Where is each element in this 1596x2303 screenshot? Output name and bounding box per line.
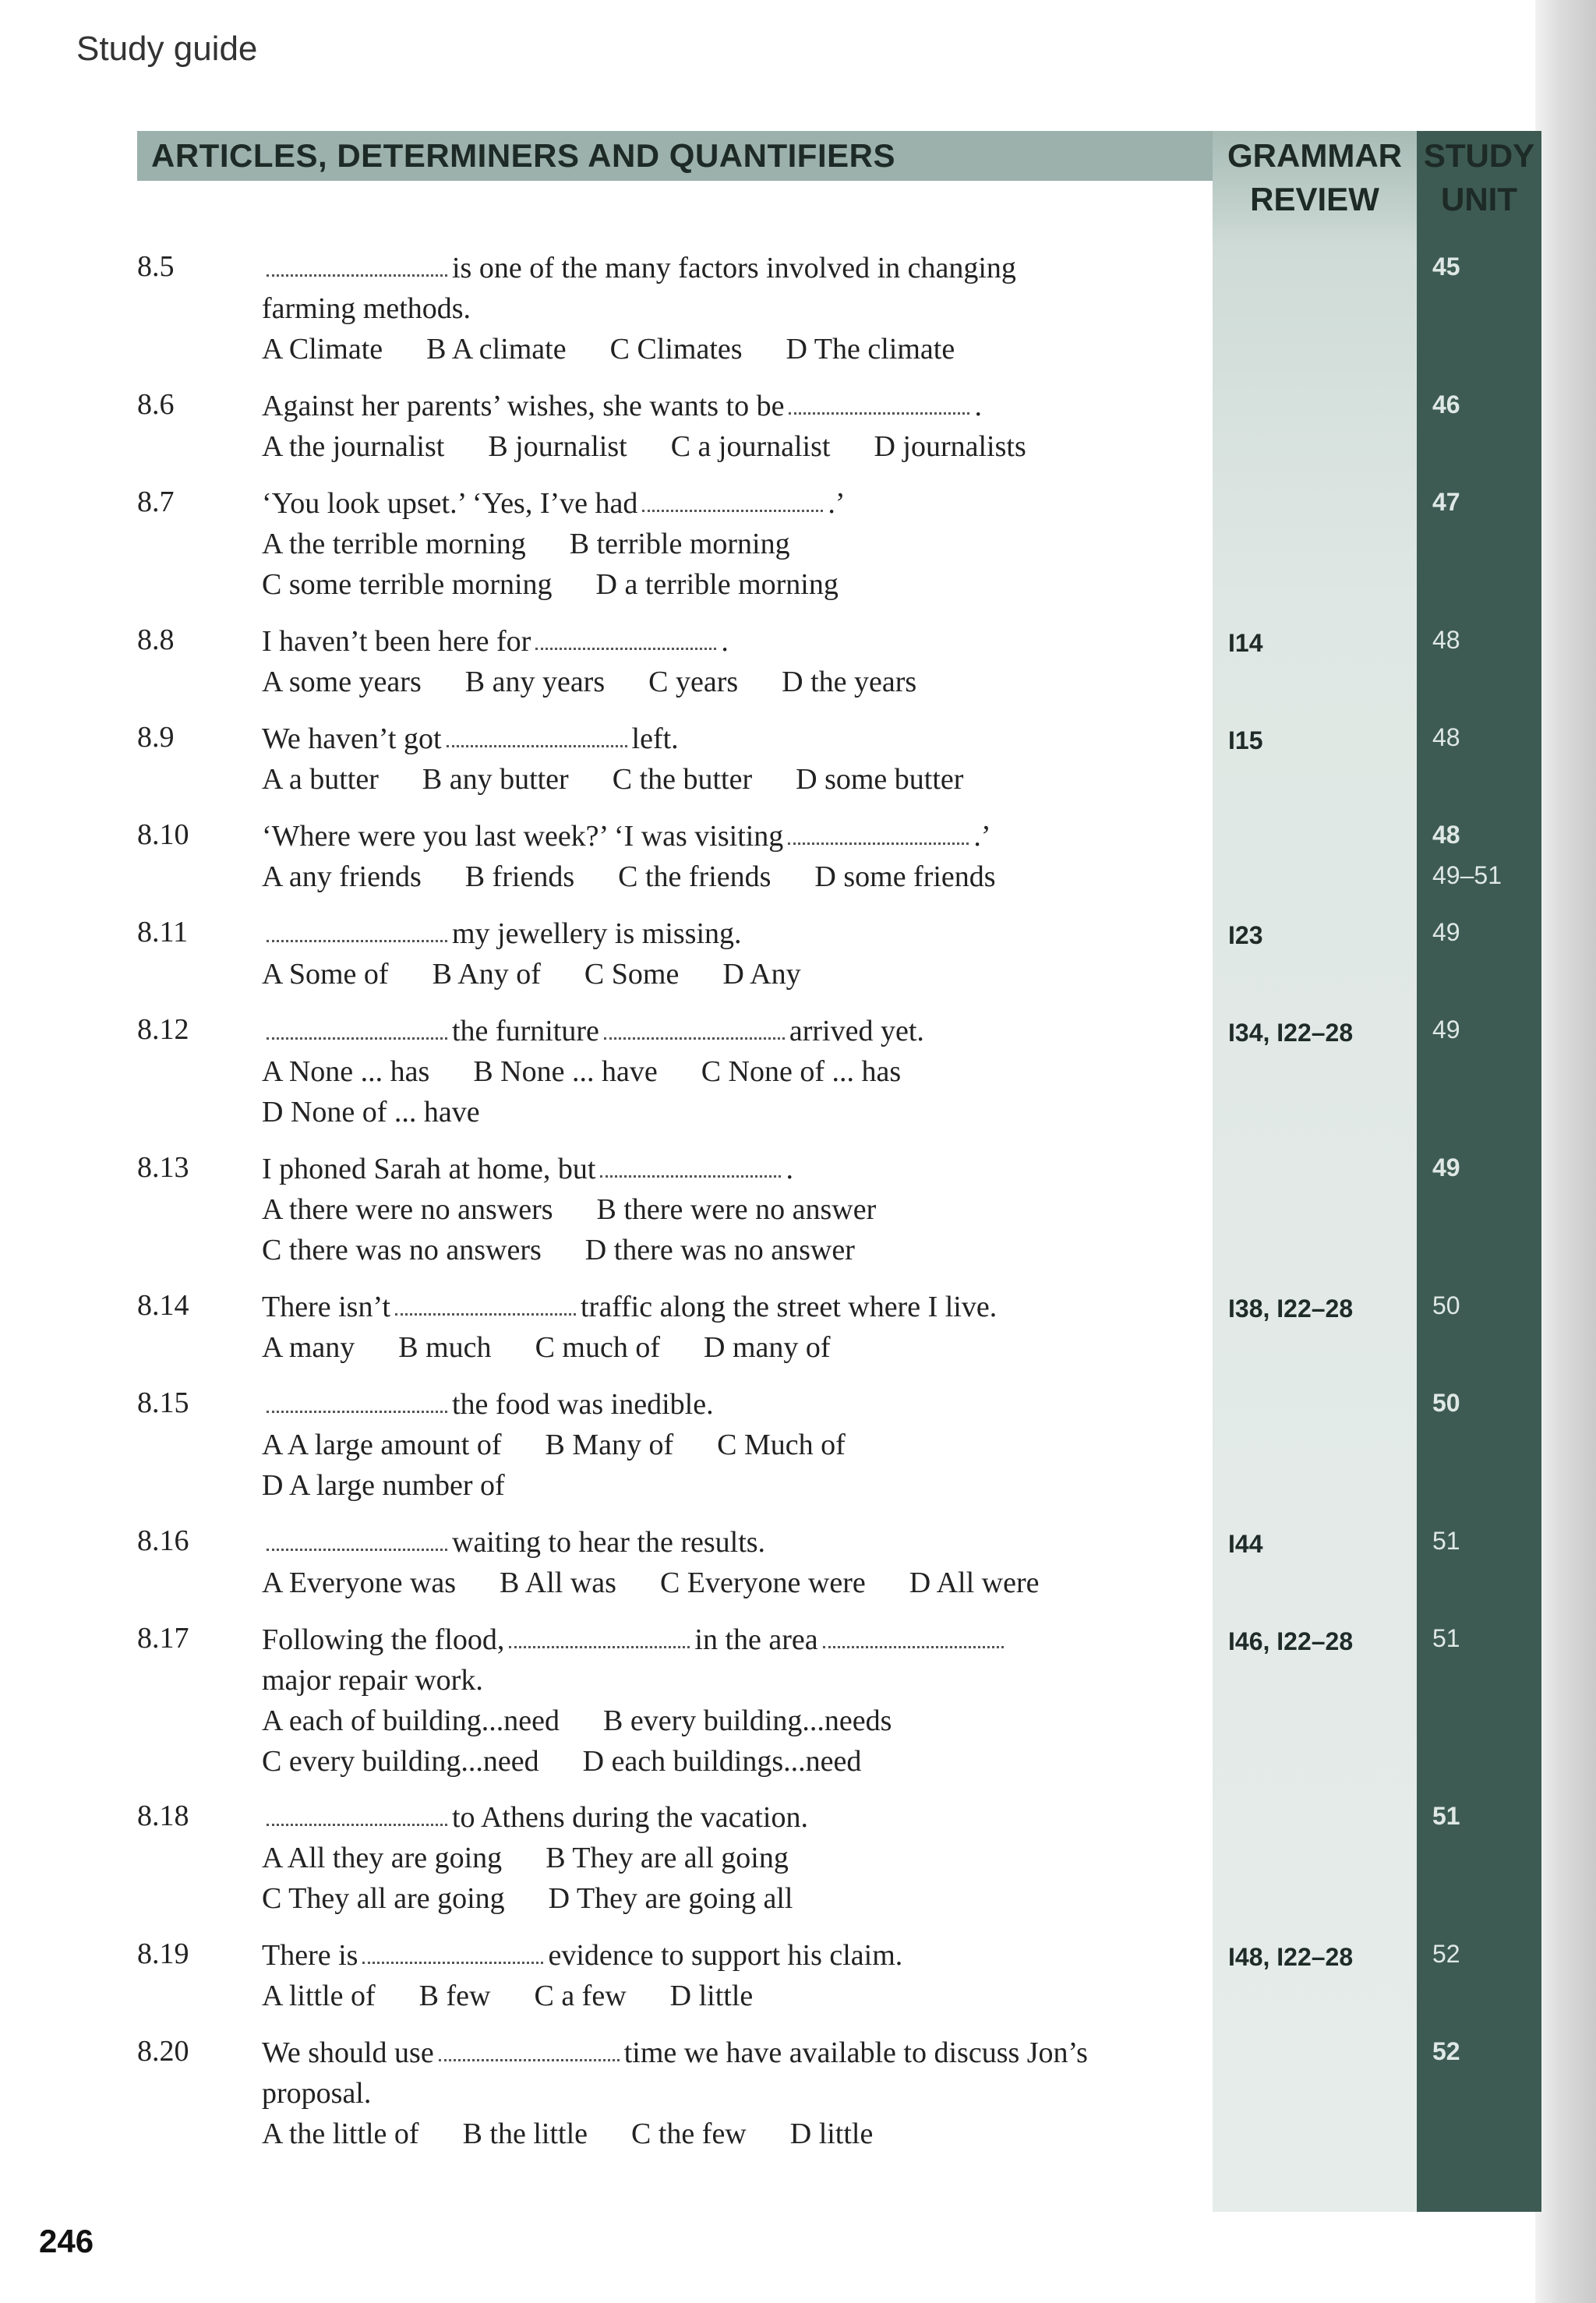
study-unit-ref: 49–51 (1432, 861, 1502, 889)
question-line (262, 524, 1197, 564)
answer-option: B friends (464, 860, 575, 893)
grammar-review-ref: I23 (1228, 921, 1263, 949)
answer-option: C a few (534, 1980, 627, 2012)
answer-blank (788, 833, 969, 845)
question-number: 8.9 (137, 721, 175, 754)
question-line (262, 1051, 1197, 1092)
answer-option: D little (789, 2118, 874, 2150)
question-text: waiting to hear the results. (452, 1526, 766, 1559)
answer-option: C the butter (612, 763, 753, 796)
question-text: ‘You look upset.’ ‘Yes, I’ve had (262, 487, 638, 520)
question-number: 8.11 (137, 916, 189, 948)
answer-option: C every building...need (262, 1745, 539, 1778)
question-line (262, 719, 1197, 759)
question-line (262, 1189, 1197, 1230)
question-line (262, 857, 1197, 897)
answer-option: C Much of (717, 1429, 846, 1461)
answer-option: B None ... have (473, 1055, 658, 1088)
question-line (262, 248, 1197, 288)
answer-option: D a terrible morning (595, 568, 839, 601)
answer-option: A a butter (262, 763, 379, 796)
answer-option: B All was (500, 1567, 616, 1599)
question-body (262, 719, 1197, 800)
grammar-review-ref: I14 (1228, 629, 1263, 657)
answer-option: D some butter (796, 763, 964, 796)
question-line (262, 1287, 1197, 1327)
question-line (262, 662, 1197, 702)
answer-option: D A large number of (262, 1469, 505, 1502)
question-text: left. (631, 722, 679, 755)
study-unit-ref: 48 (1432, 821, 1460, 849)
question-body (262, 1797, 1197, 1919)
question-line (262, 913, 1197, 954)
question-text: is one of the many factors involved in changing (452, 252, 1016, 284)
answer-option: D many of (704, 1331, 831, 1364)
answer-option: C None of ... has (701, 1055, 902, 1088)
answer-option: A Some of (262, 958, 389, 991)
answer-option: B there were no answer (596, 1193, 877, 1226)
question-number: 8.8 (137, 623, 175, 656)
question-line (262, 288, 1197, 329)
question-text: evidence to support his claim. (548, 1939, 903, 1972)
answer-option: A Everyone was (262, 1567, 457, 1599)
answer-blank (267, 1814, 447, 1826)
grammar-review-ref: I48, I22–28 (1228, 1943, 1354, 1971)
question-line (262, 816, 1197, 857)
study-unit-ref: 48 (1432, 723, 1460, 751)
answer-option: D each buildings...need (582, 1745, 862, 1778)
answer-blank (439, 2050, 620, 2061)
answer-option: A many (262, 1331, 355, 1364)
question-line (262, 1620, 1197, 1660)
question-line (262, 1230, 1197, 1270)
answer-blank (535, 638, 716, 650)
study-unit-ref: 49 (1432, 918, 1460, 946)
question-line (262, 1797, 1197, 1838)
question-body (262, 1287, 1197, 1368)
grammar-review-ref: I34, I22–28 (1228, 1019, 1354, 1047)
page-number: 246 (39, 2223, 94, 2259)
study-unit-ref: 48 (1432, 626, 1460, 654)
answer-option: C the friends (618, 860, 772, 893)
question-number: 8.15 (137, 1386, 189, 1419)
answer-option: D The climate (786, 333, 955, 366)
answer-option: A the little of (262, 2118, 419, 2150)
study-unit-ref: 52 (1432, 2037, 1460, 2065)
question-text: in the area (694, 1623, 818, 1656)
answer-blank (447, 736, 627, 747)
question-line (262, 1838, 1197, 1878)
question-line (262, 2073, 1197, 2114)
page-edge (1535, 0, 1596, 2303)
answer-blank (642, 500, 823, 512)
question-line (262, 329, 1197, 369)
question-line (262, 1327, 1197, 1368)
question-text: major repair work. (262, 1664, 483, 1697)
question-body (262, 2033, 1197, 2154)
study-unit-ref: 50 (1432, 1389, 1460, 1417)
study-unit-ref: 47 (1432, 488, 1460, 516)
answer-option: C Climates (609, 333, 743, 366)
question-number: 8.13 (137, 1151, 189, 1184)
question-line (262, 386, 1197, 426)
grammar-review-ref: I38, I22–28 (1228, 1295, 1354, 1323)
question-line (262, 426, 1197, 467)
answer-option: B terrible morning (569, 528, 790, 560)
study-unit-ref: 52 (1432, 1940, 1460, 1968)
question-number: 8.20 (137, 2035, 189, 2068)
study-unit-ref: 49 (1432, 1153, 1460, 1182)
answer-option: A Climate (262, 333, 383, 366)
question-line (262, 2033, 1197, 2073)
answer-option: B few (418, 1980, 491, 2012)
answer-blank (789, 403, 969, 415)
question-text: farming methods. (262, 292, 471, 325)
question-text: .’ (973, 820, 991, 853)
question-line (262, 759, 1197, 800)
answer-option: A the terrible morning (262, 528, 526, 560)
question-text: I haven’t been here for (262, 625, 531, 658)
question-text: . (974, 390, 982, 422)
answer-blank (509, 1637, 690, 1648)
question-number: 8.19 (137, 1937, 189, 1970)
question-body (262, 1149, 1197, 1270)
answer-option: A some years (262, 666, 422, 698)
answer-option: A All they are going (262, 1842, 503, 1874)
answer-option: C some terrible morning (262, 568, 553, 601)
question-line (262, 954, 1197, 994)
grammar-review-column (1213, 131, 1417, 2212)
question-text: Against her parents’ wishes, she wants to be (262, 390, 785, 422)
answer-blank (267, 1028, 447, 1040)
question-line (262, 1465, 1197, 1506)
answer-blank (395, 1304, 576, 1316)
study-unit-ref: 51 (1432, 1527, 1460, 1555)
question-body (262, 1384, 1197, 1506)
question-body (262, 1522, 1197, 1603)
grammar-review-ref: I15 (1228, 726, 1263, 754)
study-unit-ref: 51 (1432, 1624, 1460, 1652)
question-text: . (721, 625, 729, 658)
answer-option: D Any (722, 958, 801, 991)
answer-option: A A large amount of (262, 1429, 502, 1461)
question-line (262, 1660, 1197, 1701)
answer-option: D the years (782, 666, 917, 698)
answer-option: D All were (909, 1567, 1040, 1599)
question-line (262, 1384, 1197, 1425)
answer-option: C there was no answers (262, 1234, 542, 1266)
answer-option: A None ... has (262, 1055, 430, 1088)
grammar-review-heading: GRAMMAR REVIEW (1227, 137, 1402, 217)
answer-option: B A climate (426, 333, 567, 366)
question-line (262, 1741, 1197, 1782)
question-text: arrived yet. (789, 1015, 924, 1047)
question-line (262, 564, 1197, 605)
answer-option: A little of (262, 1980, 376, 2012)
question-line (262, 1522, 1197, 1563)
question-text: I phoned Sarah at home, but (262, 1153, 596, 1185)
question-body (262, 248, 1197, 369)
question-body (262, 1011, 1197, 1132)
answer-option: D there was no answer (584, 1234, 855, 1266)
grammar-review-ref: I46, I22–28 (1228, 1627, 1354, 1655)
question-line (262, 1976, 1197, 2016)
question-number: 8.10 (137, 818, 189, 851)
question-text: Following the flood, (262, 1623, 505, 1656)
question-text: my jewellery is missing. (452, 917, 742, 950)
question-line (262, 621, 1197, 662)
running-title: Study guide (76, 30, 258, 68)
question-text: There isn’t (262, 1291, 390, 1323)
answer-option: C They all are going (262, 1882, 505, 1915)
answer-blank (604, 1028, 785, 1040)
question-line (262, 1701, 1197, 1741)
question-text: to Athens during the vacation. (452, 1801, 808, 1834)
answer-blank (267, 931, 447, 942)
answer-option: B any years (464, 666, 606, 698)
answer-option: C much of (535, 1331, 660, 1364)
question-line (262, 1425, 1197, 1465)
question-number: 8.18 (137, 1800, 189, 1832)
question-line (262, 1092, 1197, 1132)
answer-option: B much (398, 1331, 492, 1364)
question-number: 8.17 (137, 1622, 189, 1655)
question-text: time we have available to discuss Jon’s (623, 2036, 1088, 2069)
question-body (262, 816, 1197, 897)
study-unit-ref: 46 (1432, 390, 1460, 419)
answer-option: B Many of (545, 1429, 674, 1461)
question-text: proposal. (262, 2077, 372, 2110)
question-body (262, 913, 1197, 994)
answer-option: B the little (462, 2118, 588, 2150)
question-text: . (786, 1153, 793, 1185)
question-number: 8.7 (137, 486, 175, 518)
question-text: There is (262, 1939, 358, 1972)
study-unit-ref: 51 (1432, 1802, 1460, 1830)
answer-blank (362, 1952, 543, 1964)
answer-option: B Any of (432, 958, 541, 991)
question-body (262, 1935, 1197, 2016)
study-unit-ref: 50 (1432, 1291, 1460, 1319)
question-text: .’ (828, 487, 846, 520)
answer-option: B any butter (422, 763, 569, 796)
question-text: We should use (262, 2036, 434, 2069)
answer-blank (600, 1166, 781, 1178)
answer-option: C Everyone were (659, 1567, 866, 1599)
answer-blank (823, 1637, 1004, 1648)
question-number: 8.16 (137, 1524, 189, 1557)
section-title: ARTICLES, DETERMINERS AND QUANTIFIERS (151, 137, 895, 174)
question-text: the food was inedible. (452, 1388, 714, 1421)
answer-option: A there were no answers (262, 1193, 553, 1226)
study-unit-ref: 49 (1432, 1016, 1460, 1044)
question-number: 8.6 (137, 388, 175, 421)
question-body (262, 1620, 1197, 1782)
question-text: traffic along the street where I live. (580, 1291, 998, 1323)
question-line (262, 2114, 1197, 2154)
question-line (262, 1935, 1197, 1976)
question-line (262, 1878, 1197, 1919)
question-text: We haven’t got (262, 722, 442, 755)
answer-option: D They are going all (548, 1882, 793, 1915)
answer-blank (267, 1401, 447, 1413)
answer-option: A any friends (262, 860, 422, 893)
answer-option: D little (669, 1980, 754, 2012)
question-body (262, 621, 1197, 702)
study-unit-heading: STUDY UNIT (1423, 137, 1535, 217)
answer-blank (267, 265, 447, 277)
question-body (262, 483, 1197, 605)
question-line (262, 1011, 1197, 1051)
question-text: ‘Where were you last week?’ ‘I was visiting (262, 820, 784, 853)
question-line (262, 1563, 1197, 1603)
answer-blank (267, 1539, 447, 1551)
question-line (262, 483, 1197, 524)
section-header-bar (137, 131, 1213, 181)
answer-option: B journalist (488, 430, 627, 463)
question-number: 8.14 (137, 1289, 189, 1322)
answer-option: A the journalist (262, 430, 445, 463)
answer-option: D None of ... have (262, 1096, 480, 1129)
answer-option: D journalists (874, 430, 1026, 463)
question-body (262, 386, 1197, 467)
study-unit-ref: 45 (1432, 253, 1460, 281)
grammar-review-ref: I44 (1228, 1530, 1263, 1558)
answer-option: D some friends (814, 860, 996, 893)
answer-option: C Some (584, 958, 680, 991)
answer-option: B every building...needs (603, 1704, 892, 1737)
question-number: 8.5 (137, 250, 175, 283)
question-line (262, 1149, 1197, 1189)
answer-option: B They are all going (546, 1842, 789, 1874)
answer-option: A each of building...need (262, 1704, 560, 1737)
answer-option: C a journalist (670, 430, 831, 463)
question-number: 8.12 (137, 1013, 189, 1046)
answer-option: C years (648, 666, 739, 698)
answer-option: C the few (631, 2118, 747, 2150)
question-text: the furniture (452, 1015, 599, 1047)
